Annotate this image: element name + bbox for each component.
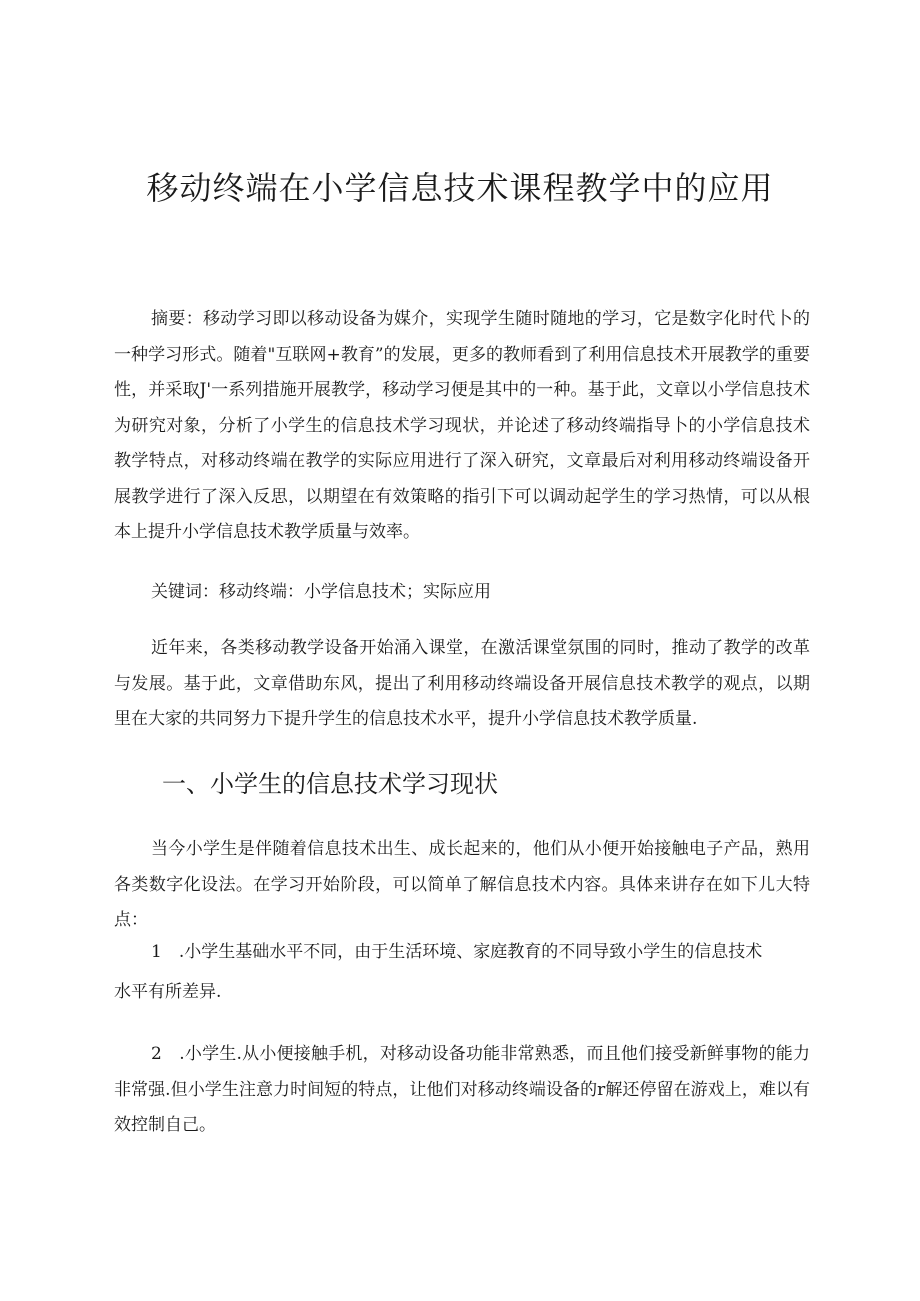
keywords-line: 关键词：移动终端：小学信息技术；实际应用 <box>151 582 491 602</box>
section-1-heading: 一、小学生的信息技术学习现状 <box>162 770 498 798</box>
list-item-1-line-2: 水平有所差异. <box>114 982 222 1002</box>
intro-paragraph: 近年来，各类移动教学设备开始涌入课堂，在激活课堂氛围的同时，推动了教学的改革与发展。基于此，文章借助东风，提出了利用移动终端设备开展信息技术教学的观点，以期里在大家的共同努力下提升学生的信息技术水平，提升小学信息技术教学质量. <box>114 638 810 729</box>
section-1-paragraph: 当今小学生是伴随着信息技术出生、成长起来的，他们从小便开始接触电子产品，熟用各类数字化设法。在学习开始阶段，可以简单了解信息技术内容。具体来讲存在如下儿大特点： <box>114 839 810 930</box>
list-item-2: 2 .小学生.从小便接触手机，对移动设备功能非常熟悉，而且他们接受新鲜事物的能力非常强.但小学生注意力时间短的特点，让他们对移动终端设备的r解还停留在游戏上，难以有效控制自己。 <box>114 1044 810 1135</box>
abstract-paragraph: 摘要：移动学习即以移动设备为媒介，实现学生随时随地的学习，它是数字化时代卜的一种学习形式。随着"互联网+教育”的发展，更多的教师看到了利用信息技术开展教学的重要性，并采取J'一系列措施开展教学，移动学习便是其中的一种。基于此，文章以小学信息技术为研究对象，分析了小学生的信息技术学习现状，并论述了移动终端指导卜的小学信息技术教学特点，对移动终端在教学的实际应用进行了深入研究，文章最后对利用移动终端设备开展教学进行了深入反思，以期望在有效策略的指引下可以调动起学生的学习热情，可以从根本上提升小学信息技术教学质量与效率。 <box>114 309 810 542</box>
list-item-1 <box>114 932 810 1012</box>
list-item-1-line-1: 1 .小学生基础水平不同，由于生活环境、家庭教育的不同导致小学生的信息技术 <box>151 942 763 962</box>
document-title: 移动终端在小学信息技术课程教学中的应用 <box>146 169 774 207</box>
